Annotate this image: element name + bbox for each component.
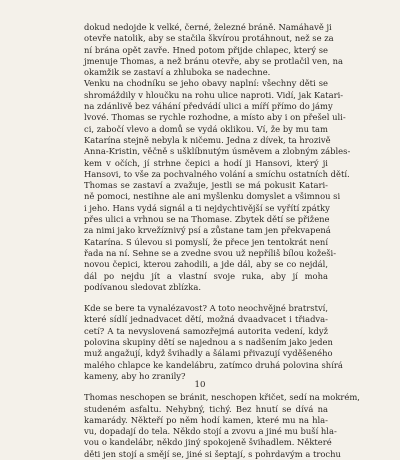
text-line: Hansovi, to vše za pochvalného volání a smíchu ostatních dětí. (84, 168, 350, 179)
paragraph (84, 22, 343, 78)
text-line: děti jen stojí a smějí se, jiné si šeptají, s pohrdavým a trochu (84, 448, 341, 459)
text-line: přes ulici a vrhnou se na Thomase. Zbytek dětí se přižene (84, 214, 330, 225)
text-line: kamarády. Někteří po něm hodí kamen, které mu na hla- (84, 414, 328, 425)
text-line: muž angažují, když švihadly a šálami přivazují vyděšeného (84, 348, 333, 359)
text-line: malého chlapce ke kandelábru, zatímco druhá polovina shírá (84, 359, 343, 370)
text-line: shromáždily v hloučku na rohu ulice naproti. Vidí, jak Katari- (84, 89, 344, 100)
text-line: okamžik se zastaví a zhluboka se nadechne. (84, 67, 271, 78)
text-line: polovina skupiny dětí se najednou a s nadšením jako jeden (84, 337, 333, 348)
text-line: otevře natolik, aby se stačila škvírou protáhnout, než se za (84, 33, 334, 44)
text-line: Venku na chodníku se jeho obavy naplní: všechny děti se (84, 78, 328, 89)
text-line: cetí? A ta nevyslovená samozřejmá autorita vedení, když (84, 325, 328, 336)
text-line: ní brána opět zavře. Hned potom přijde chlapec, který se (84, 44, 328, 55)
text-line: studeném asfaltu. Nehybný, tichý. Bez hnutí se dívá na (84, 403, 328, 414)
paragraph-gap (84, 293, 328, 303)
text-line: vu, dopadají do tela. Někdo stojí a zvovu a jiné mu buší hla- (84, 426, 337, 437)
text-line: ci, zabočí vlevo a domů se vydá oklikou. Ví, že by mu tam (84, 123, 328, 134)
text-line: kem v očích, jí strhne čepici a hodí ji Hansovi, který ji (84, 157, 328, 168)
text-line: lvové. Thomas se rychle rozhodne, a místo aby i on přešel uli- (84, 112, 346, 123)
text-line: novou čepici, kterou zahodili, a jde dál, aby se co nejdál, (84, 259, 328, 270)
body-text (84, 22, 360, 460)
text-line: i jeho. Hans vydá signál a ti nejdychtivější se vyřítí zpátky (84, 202, 330, 213)
text-line: na zdánlivě bez váhání předvádí ulici a míří přímo do jámy (84, 101, 333, 112)
text-line: Katarína stejně nebyla k ničemu. Jedna z dívek, ta hrozivě (84, 134, 331, 145)
text-line: kameny, aby ho zranily? (84, 370, 186, 381)
text-line: ně pomoci, nestihne ale ani myšlenku domyslet a všimnou si (84, 191, 341, 202)
text-line: Katarína. S úlevou si pomyslí, že přece jen tentokrát není (84, 236, 328, 247)
text-line: Kde se bere ta vynalézavost? A toto neochvějné bratrství, (84, 303, 329, 314)
paragraph (84, 303, 343, 382)
text-line: Anna-Kristin, věčně s ušklíbnutým úsměvem a zlobným zábles- (84, 146, 351, 157)
text-line: jmenuje Thomas, a než bránu otevře, aby se protlačil ven, na (84, 55, 343, 66)
text-line: vou o kandelábr, někdo jiný spokojeně švihadlem. Některé (84, 437, 332, 448)
text-line: které sídlí jednadvacet dětí, možná dvaadvacet i třiadva- (84, 314, 328, 325)
text-line: Thomas se zastaví a zvažuje, jestli se má pokusit Katari- (84, 180, 328, 191)
paragraph (84, 180, 341, 293)
text-line: za nimi jako krvežíznivý psí a zůstane tam jen překvapená (84, 225, 331, 236)
text-line: dál po nejdu jít a vlastní svoje ruka, aby jí moha (84, 270, 328, 281)
page-number: 10 (194, 380, 206, 390)
text-line: dokud nedojde k velké, černé, železné bráně. Namáhavě ji (84, 22, 332, 32)
text-line: podívanou sledovat zblízka. (84, 281, 202, 292)
paragraph (84, 78, 351, 180)
paragraph (84, 392, 360, 460)
text-line: řada na ní. Sehne se a zvedne svou už nepříliš bílou kožeši- (84, 247, 337, 258)
text-line: Thomas neschopen se bránit, neschopen křičet, sedí na mokrém, (84, 392, 360, 403)
